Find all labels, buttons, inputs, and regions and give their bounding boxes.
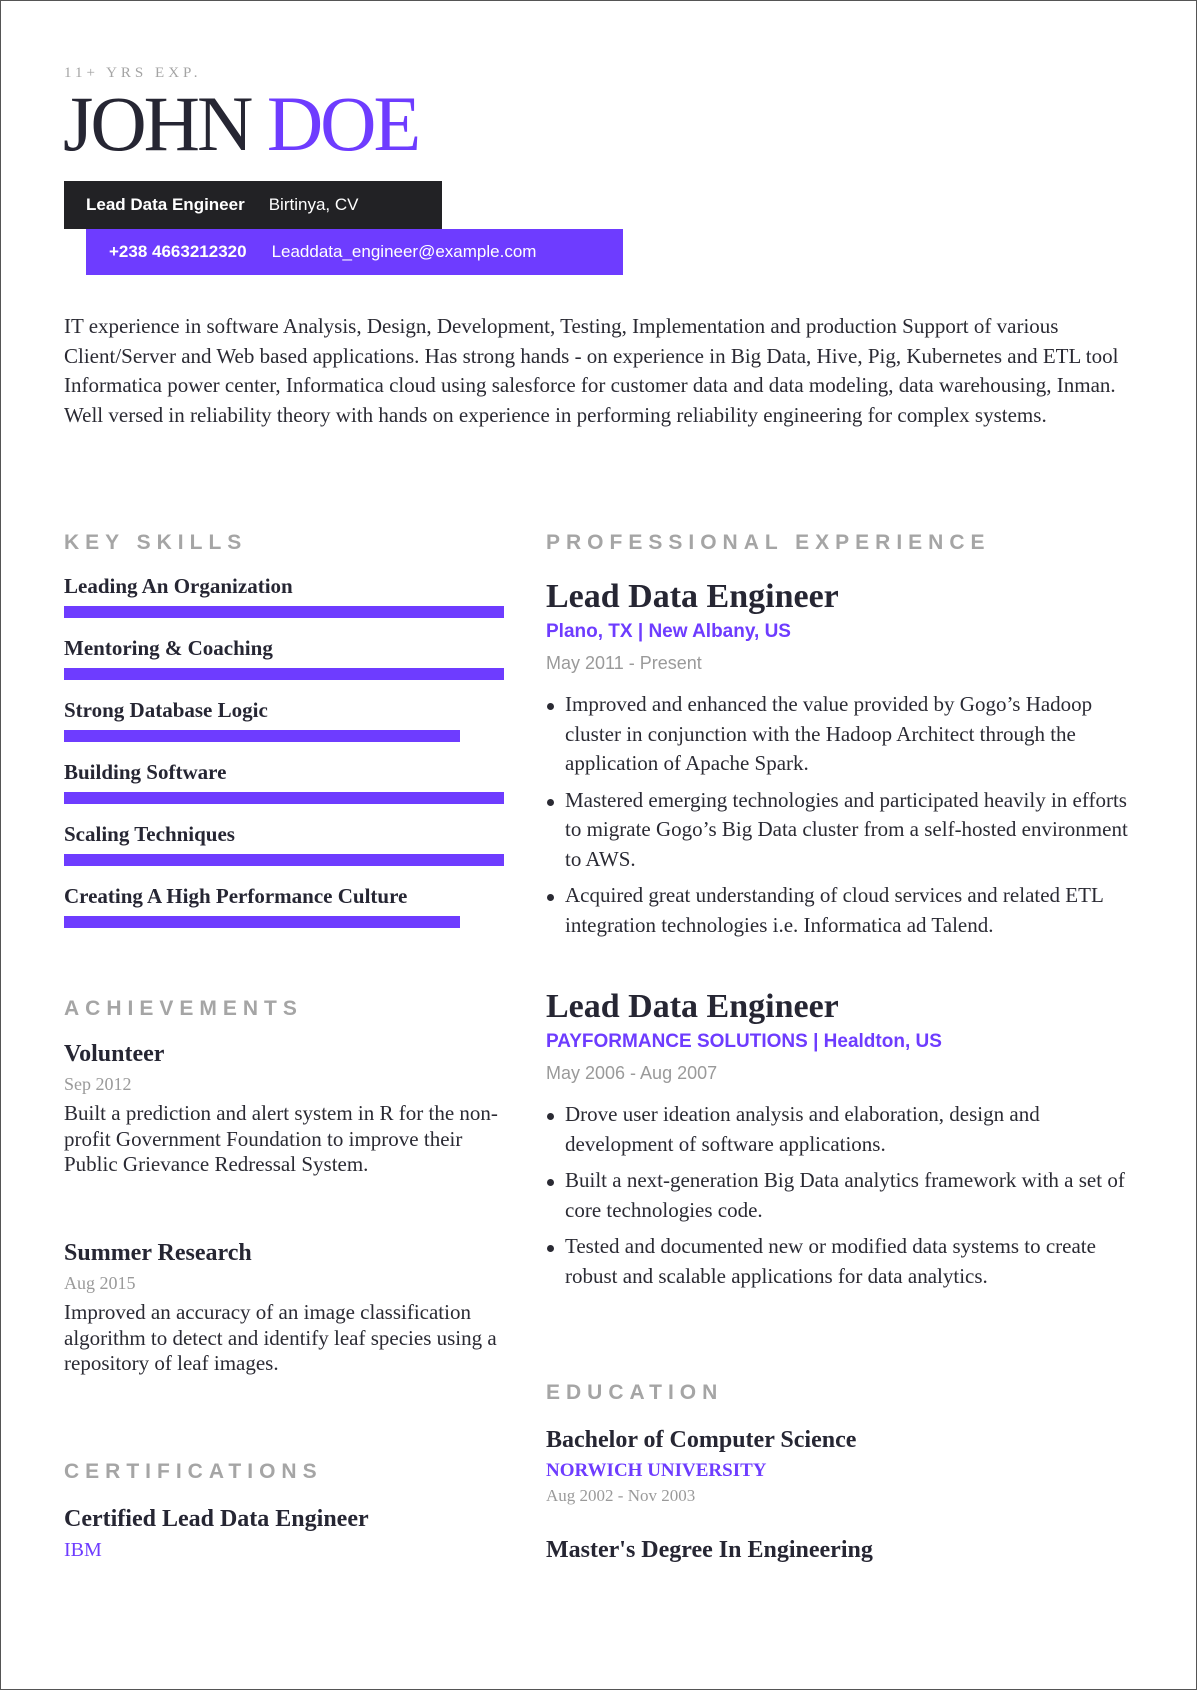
education-school: NORWICH UNIVERSITY bbox=[546, 1460, 767, 1481]
job-company: PAYFORMANCE SOLUTIONS | Healdton, US bbox=[546, 1031, 942, 1053]
location: Birtinya, CV bbox=[268, 195, 359, 214]
achievement-date: Sep 2012 bbox=[64, 1074, 132, 1094]
job-entry bbox=[546, 578, 1146, 947]
achievement-desc: Improved an accuracy of an image classification algorithm to detect and identify leaf species using a repository of leaf images. bbox=[64, 1300, 497, 1375]
skill-level-bar bbox=[64, 792, 504, 804]
certification-org: IBM bbox=[64, 1539, 102, 1561]
candidate-name bbox=[63, 80, 419, 167]
education-degree: Bachelor of Computer Science bbox=[546, 1427, 857, 1453]
education-item bbox=[546, 1427, 1146, 1506]
education-degree: Master's Degree In Engineering bbox=[546, 1537, 873, 1563]
first-name: JOHN bbox=[63, 80, 251, 167]
skill-item bbox=[64, 884, 504, 928]
skill-label: Mentoring & Coaching bbox=[64, 636, 273, 660]
job-entry-title: Lead Data Engineer bbox=[546, 988, 839, 1025]
certification-title: Certified Lead Data Engineer bbox=[64, 1506, 369, 1532]
achievement-item bbox=[64, 1240, 504, 1377]
skill-item bbox=[64, 574, 504, 618]
job-bullet: Acquired great understanding of cloud services and related ETL integration technologies i.e. Informatica ad Talend. bbox=[546, 881, 1146, 940]
job-bullet: Mastered emerging technologies and participated heavily in efforts to migrate Gogo’s Big Data cluster from a self-hosted environment to AWS. bbox=[546, 786, 1146, 875]
skills-list bbox=[64, 574, 504, 946]
certification-item bbox=[64, 1506, 504, 1562]
skill-level-bar bbox=[64, 668, 504, 680]
skill-level-bar bbox=[64, 854, 504, 866]
skill-level-bar bbox=[64, 730, 460, 742]
education-date: Aug 2002 - Nov 2003 bbox=[546, 1486, 696, 1505]
experience-years: 11+ YRS EXP. bbox=[64, 65, 202, 81]
contact-bar bbox=[86, 229, 623, 275]
achievement-item bbox=[64, 1041, 504, 1178]
education-heading: EDUCATION bbox=[546, 1381, 724, 1404]
skill-item bbox=[64, 698, 504, 742]
achievement-date: Aug 2015 bbox=[64, 1273, 136, 1293]
achievement-title: Summer Research bbox=[64, 1240, 252, 1266]
skill-label: Building Software bbox=[64, 760, 227, 784]
skill-label: Scaling Techniques bbox=[64, 822, 235, 846]
skill-item bbox=[64, 760, 504, 804]
title-bar bbox=[64, 181, 442, 229]
experience-heading: PROFESSIONAL EXPERIENCE bbox=[546, 531, 991, 554]
skill-level-bar bbox=[64, 916, 460, 928]
skill-label: Strong Database Logic bbox=[64, 698, 268, 722]
certifications-heading: CERTIFICATIONS bbox=[64, 1460, 323, 1483]
achievements-heading: ACHIEVEMENTS bbox=[64, 997, 303, 1020]
education-item bbox=[546, 1537, 1146, 1564]
job-bullets bbox=[546, 1100, 1146, 1291]
job-bullet: Drove user ideation analysis and elaboration, design and development of software applications. bbox=[546, 1100, 1146, 1159]
job-date: May 2011 - Present bbox=[546, 653, 702, 674]
job-date: May 2006 - Aug 2007 bbox=[546, 1063, 718, 1084]
job-bullet: Improved and enhanced the value provided by Gogo’s Hadoop cluster in conjunction with the Hadoop Architect through the application of Apache Spark. bbox=[546, 690, 1146, 779]
email-address: Leaddata_engineer@example.com bbox=[271, 242, 537, 261]
skill-level-bar bbox=[64, 606, 504, 618]
job-company: Plano, TX | New Albany, US bbox=[546, 621, 791, 643]
achievement-desc: Built a prediction and alert system in R for the non-profit Government Foundation to improve their Public Grievance Redressal System. bbox=[64, 1101, 498, 1176]
job-bullet: Tested and documented new or modified data systems to create robust and scalable applications for data analytics. bbox=[546, 1232, 1146, 1291]
skill-label: Leading An Organization bbox=[64, 574, 293, 598]
skill-item bbox=[64, 822, 504, 866]
job-title: Lead Data Engineer bbox=[86, 195, 245, 214]
summary-text: IT experience in software Analysis, Design, Development, Testing, Implementation and production Support of various Client/Server and Web based applications. Has strong hands - on experience in Big Data, Hive, Pig, Kubernetes and ETL tool Informatica power center, Informatica cloud using salesforce for customer data and data modeling, data warehousing, Inman. Well versed in reliability theory with hands on experience in performing reliability engineering for complex systems. bbox=[64, 314, 1119, 427]
job-entry-title: Lead Data Engineer bbox=[546, 578, 839, 615]
job-bullets bbox=[546, 690, 1146, 940]
skill-label: Creating A High Performance Culture bbox=[64, 884, 408, 908]
job-entry bbox=[546, 988, 1146, 1298]
last-name: DOE bbox=[266, 80, 419, 167]
skills-heading: KEY SKILLS bbox=[64, 531, 248, 554]
job-bullet: Built a next-generation Big Data analytics framework with a set of core technologies code. bbox=[546, 1166, 1146, 1225]
achievement-title: Volunteer bbox=[64, 1041, 165, 1067]
skill-item bbox=[64, 636, 504, 680]
phone-number: +238 4663212320 bbox=[109, 242, 247, 261]
